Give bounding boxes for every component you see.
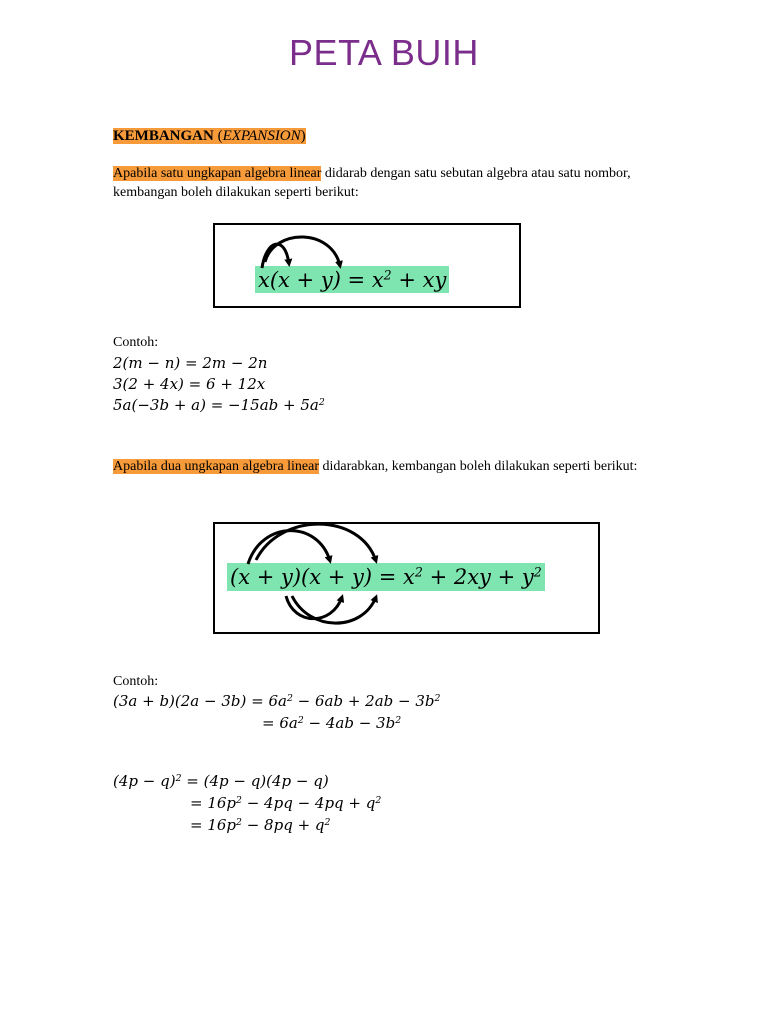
ex2-l2-b: − 4ab − 3b <box>303 714 396 732</box>
heading-close: ) <box>300 128 306 144</box>
formula-1-rhs: + xy <box>391 268 447 292</box>
ex3-l3-b: − 8pq + q <box>241 816 325 834</box>
page-title: PETA BUIH <box>289 32 479 73</box>
ex3-l2-a: = 16p <box>190 794 237 812</box>
example-1-line-2-text: 3(2 + 4x) = 6 + 12x <box>113 375 266 393</box>
example-2-line-2 <box>262 714 401 732</box>
example-1-line-3-text: 5a(−3b + a) = −15ab + 5a <box>113 396 319 414</box>
ex3-l2-b2: 2 <box>375 794 382 806</box>
heading-italic: EXPANSION <box>222 128 301 144</box>
example-1-line-1-text: 2(m − n) = 2m − 2n <box>113 354 268 372</box>
ex2-l1-b: − 6ab + 2ab − 3b <box>292 692 435 710</box>
ex3-l3-b2: 2 <box>324 816 331 828</box>
formula-2-exp1: 2 <box>414 564 423 580</box>
ex3-l1-a: (4p − q) <box>113 772 176 790</box>
example-1-line-3-sup: 2 <box>318 396 325 408</box>
formula-2-lhs: (x + y)(x + y) = x <box>230 565 415 589</box>
heading-main: KEMBANGAN <box>113 128 214 144</box>
ex2-l2-a: = 6a <box>262 714 298 732</box>
section1-highlight: Apabila satu ungkapan algebra linear <box>113 166 322 181</box>
example-label-2: Contoh: <box>113 674 159 689</box>
ex3-l1-b: = (4p − q)(4p − q) <box>181 772 329 790</box>
formula-1-lhs: x(x + y) = x <box>258 268 384 292</box>
section2-rest: didarabkan, kembangan boleh dilakukan seperti berikut: <box>319 459 638 474</box>
ex3-l3-a: = 16p <box>190 816 237 834</box>
example-label-1: Contoh: <box>113 335 159 350</box>
ex3-l1-a2: 2 <box>175 772 182 784</box>
example-2-line-1 <box>113 692 440 710</box>
formula-2-exp2: 2 <box>533 564 542 580</box>
example-3-line-1 <box>113 772 329 790</box>
heading-open: ( <box>213 128 223 144</box>
example-3-line-3 <box>190 816 330 834</box>
formula-1-exp: 2 <box>383 267 392 283</box>
ex2-l2-b2: 2 <box>395 714 402 726</box>
arrow-2b <box>256 524 376 561</box>
arrow-2a <box>248 531 330 564</box>
ex3-l2-b: − 4pq − 4pq + q <box>241 794 376 812</box>
ex2-l1-a2: 2 <box>286 692 293 704</box>
section2-highlight: Apabila dua ungkapan algebra linear <box>113 459 320 474</box>
ex2-l1-b2: 2 <box>434 692 441 704</box>
ex2-l2-a2: 2 <box>297 714 304 726</box>
formula-2-mid: + 2xy + y <box>422 565 534 589</box>
ex3-l2-a2: 2 <box>236 794 242 806</box>
ex2-l1-a: (3a + b)(2a − 3b) = 6a <box>113 692 287 710</box>
example-3-line-2 <box>190 794 381 812</box>
section1-rest: didarab dengan satu sebutan algebra atau satu nombor, kembangan boleh dilakukan seperti berikut: <box>113 166 631 200</box>
ex3-l3-a2: 2 <box>236 816 242 828</box>
